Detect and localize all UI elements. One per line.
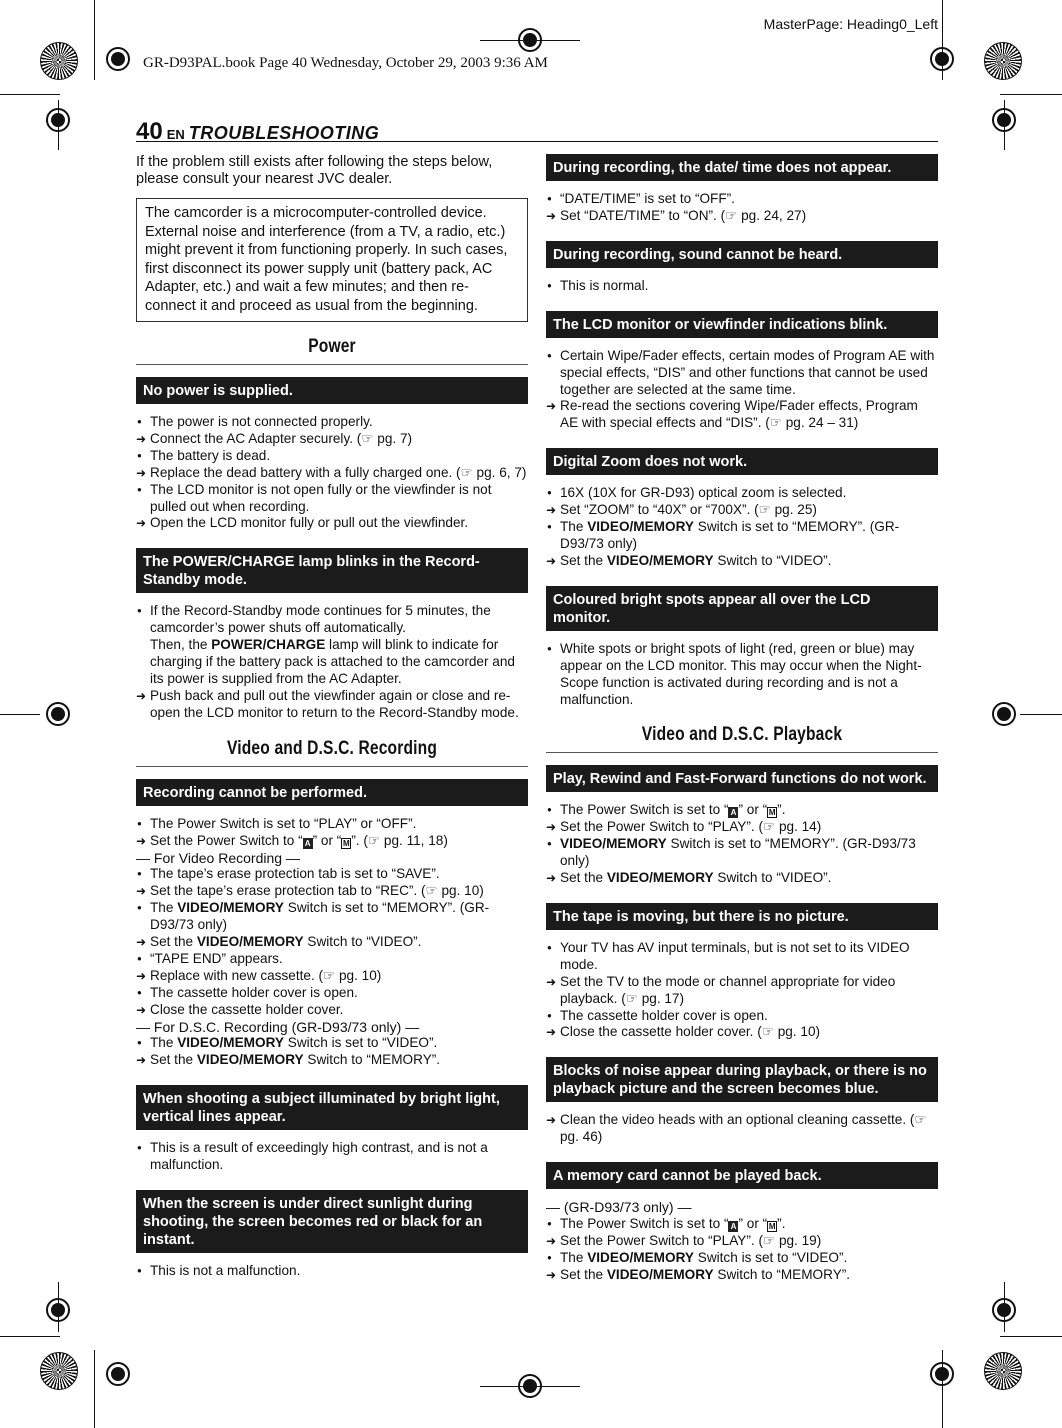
crop-mark [94, 1350, 95, 1428]
cause-item: ● The cassette holder cover is open. [546, 1008, 938, 1025]
cause-item [546, 1250, 938, 1267]
problem-heading: During recording, the date/ time does not appear. [546, 154, 938, 181]
cause-item: ● The battery is dead. [136, 448, 528, 465]
text: The [560, 519, 584, 535]
text: Set the Power Switch to “ [150, 832, 303, 848]
sub-heading: — For Video Recording — [136, 849, 300, 866]
cause-item [136, 1035, 528, 1052]
problem-body [546, 1112, 938, 1146]
text: Then, the [150, 637, 208, 653]
remedy-item: ➜ Set the tape’s erase protection tab to “REC”. (☞ pg. 10) [136, 883, 528, 900]
control-name: VIDEO/MEMORY [587, 519, 694, 535]
crop-mark [1000, 1336, 1062, 1337]
color-target-icon [984, 1352, 1022, 1390]
remedy-item: ➜ Set the Power Switch to “PLAY”. (☞ pg. 19) [546, 1233, 938, 1250]
section-rule [136, 364, 528, 365]
text: The Power Switch is set to “ [560, 802, 729, 818]
problem-heading: The LCD monitor or viewfinder indications blink. [546, 311, 938, 338]
cause-item: ● The LCD monitor is not open fully or the viewfinder is not pulled out when recording. [136, 482, 528, 516]
problem-heading: When the screen is under direct sunlight during shooting, the screen becomes red or black for an instant. [136, 1190, 528, 1253]
manual-mode-icon: M [768, 1222, 776, 1232]
section-heading-playback: Video and D.S.C. Playback [641, 724, 843, 746]
text: Set the [150, 1052, 194, 1068]
remedy-item [136, 833, 528, 850]
text: Set the [560, 870, 604, 886]
problem-heading: Blocks of noise appear during playback, or there is no playback picture and the screen becomes blue. [546, 1057, 938, 1102]
cause-item: ● This is normal. [546, 278, 938, 295]
section-heading-power: Power [308, 336, 356, 357]
remedy-item [546, 1267, 938, 1284]
text: Switch is set to “VIDEO”. [697, 1249, 848, 1265]
section-title: TROUBLESHOOTING [188, 123, 380, 143]
text: Set the [560, 1266, 604, 1282]
header-rule [136, 141, 938, 142]
remedy-item: ➜ Close the cassette holder cover. (☞ pg. 10) [546, 1024, 938, 1041]
manual-mode-icon: M [342, 838, 350, 848]
remedy-item: ➜ Close the cassette holder cover. [136, 1002, 528, 1019]
intro-text: If the problem still exists after following the steps below, please consult your nearest JVC dealer. [136, 154, 493, 187]
control-name: VIDEO/MEMORY [196, 1052, 304, 1068]
problem-body [546, 485, 938, 570]
remedy-item [136, 934, 528, 951]
registration-mark-icon [992, 702, 1016, 726]
registration-mark-icon [930, 47, 954, 71]
cause-item: ● 16X (10X for GR-D93) optical zoom is selected. [546, 485, 938, 502]
problem-heading: Play, Rewind and Fast-Forward functions do not work. [546, 765, 938, 792]
cause-item [136, 603, 528, 688]
remedy-item: ➜ Open the LCD monitor fully or pull out the viewfinder. [136, 515, 528, 532]
remedy-item: ➜ Set the TV to the mode or channel appropriate for video playback. (☞ pg. 17) [546, 974, 938, 1008]
registration-mark-icon [106, 47, 130, 71]
control-name: VIDEO/MEMORY [587, 1249, 694, 1265]
auto-mode-icon: A [303, 838, 313, 849]
control-name: VIDEO/MEMORY [606, 1266, 714, 1282]
text: ” or “ [738, 1216, 768, 1232]
remedy-item: ➜ Replace with new cassette. (☞ pg. 10) [136, 968, 528, 985]
problem-body [136, 816, 528, 1070]
text: If the Record-Standby mode continues for 5 minutes, the camcorder’s power shuts off automatically. [150, 603, 491, 636]
problem-body [136, 414, 528, 532]
text: Switch to “VIDEO”. [717, 552, 832, 568]
crop-mark [0, 1336, 60, 1337]
remedy-item [546, 553, 938, 570]
registration-mark-icon [518, 1374, 542, 1398]
registration-mark-icon [992, 1298, 1016, 1322]
problem-body [546, 278, 938, 295]
cause-item [546, 519, 938, 553]
problem-body [136, 1263, 528, 1280]
masterpage-label: MasterPage: Heading0_Left [763, 16, 938, 32]
problem-heading: When shooting a subject illuminated by bright light, vertical lines appear. [136, 1085, 528, 1130]
text: Switch to “MEMORY”. [307, 1052, 441, 1068]
control-name: VIDEO/MEMORY [560, 836, 667, 852]
registration-mark-icon [930, 1362, 954, 1386]
problem-heading: During recording, sound cannot be heard. [546, 241, 938, 268]
remedy-item: ➜ Clean the video heads with an optional cleaning cassette. (☞ pg. 46) [546, 1112, 938, 1146]
page-number: 40 [136, 118, 163, 145]
cause-item [136, 900, 528, 934]
registration-mark-icon [46, 1298, 70, 1322]
cause-item: ● Certain Wipe/Fader effects, certain modes of Program AE with special effects, “DIS” and other functions that cannot be used together are selected at the same time. [546, 348, 938, 399]
remedy-item: ➜ Set the Power Switch to “PLAY”. (☞ pg. 14) [546, 819, 938, 836]
book-info-line: GR-D93PAL.book Page 40 Wednesday, October 29, 2003 9:36 AM [143, 55, 548, 71]
text: Switch to “VIDEO”. [717, 870, 832, 886]
color-target-icon [984, 42, 1022, 80]
registration-mark-icon [518, 28, 542, 52]
language-code: EN [166, 127, 185, 142]
registration-mark-icon [992, 108, 1016, 132]
color-target-icon [40, 1352, 78, 1390]
cause-item: ● This is a result of exceedingly high contrast, and is not a malfunction. [136, 1140, 528, 1174]
remedy-item: ➜ Re-read the sections covering Wipe/Fader effects, Program AE with special effects and “DIS”. (☞ pg. 24 – 31) [546, 398, 938, 432]
cause-item: ● Your TV has AV input terminals, but is not set to its VIDEO mode. [546, 940, 938, 974]
control-name: POWER/CHARGE [211, 637, 326, 653]
remedy-item: ➜ Push back and pull out the viewfinder again or close and re-open the LCD monitor to return to the Record-Standby mode. [136, 688, 528, 722]
control-name: VIDEO/MEMORY [606, 870, 714, 886]
note-box: The camcorder is a microcomputer-controlled device. External noise and interference (from a TV, a radio, etc.) might prevent it from functioning properly. In such cases, first disconnect its power supply unit (battery pack, AC Adapter, etc.) and wait a few minutes; and then re-connect it and proceed as usual from the beginning. [136, 198, 528, 322]
crop-mark [94, 0, 95, 80]
cause-item: ● The power is not connected properly. [136, 414, 528, 431]
remedy-item [546, 870, 938, 887]
text: ” or “ [738, 802, 768, 818]
right-column [546, 154, 938, 1300]
text: ”. [777, 802, 786, 818]
problem-body [136, 603, 528, 721]
section-rule [546, 752, 938, 753]
text: Switch is set to “MEMORY”. (GR-D93/73 only) [560, 836, 916, 869]
problem-heading: Coloured bright spots appear all over the LCD monitor. [546, 586, 938, 631]
text: Switch is set to “MEMORY”. (GR-D93/73 only) [150, 900, 490, 933]
auto-mode-icon: A [728, 1221, 738, 1232]
section-heading-recording: Video and D.S.C. Recording [226, 737, 437, 759]
text: The [150, 900, 174, 916]
text: Switch to “MEMORY”. [717, 1266, 851, 1282]
section-rule [136, 766, 528, 767]
cause-item: ● The Power Switch is set to “PLAY” or “OFF”. [136, 816, 528, 833]
cause-item: ● This is not a malfunction. [136, 1263, 528, 1280]
cause-item: ● “TAPE END” appears. [136, 951, 528, 968]
text: ”. [777, 1216, 786, 1232]
cause-item [546, 1216, 938, 1233]
crop-mark [1000, 94, 1062, 95]
problem-body [546, 940, 938, 1041]
cause-item: ● White spots or bright spots of light (red, green or blue) may appear on the LCD monitor. This may occur when the Night-Scope function is activated during recording and is not a malfunction. [546, 641, 938, 709]
control-name: VIDEO/MEMORY [177, 1035, 284, 1051]
problem-body [546, 1199, 938, 1284]
text: Switch is set to “VIDEO”. [287, 1035, 438, 1051]
text: ” or “ [312, 832, 342, 848]
registration-mark-icon [46, 702, 70, 726]
remedy-item: ➜ Replace the dead battery with a fully charged one. (☞ pg. 6, 7) [136, 465, 528, 482]
cause-item: ● “DATE/TIME” is set to “OFF”. [546, 191, 938, 208]
color-target-icon [40, 42, 78, 80]
problem-body [546, 191, 938, 225]
problem-heading: Digital Zoom does not work. [546, 448, 938, 475]
text: ”. (☞ pg. 11, 18) [351, 832, 448, 848]
problem-body [546, 802, 938, 887]
registration-mark-icon [46, 108, 70, 132]
registration-mark-icon [106, 1362, 130, 1386]
crop-mark [0, 94, 60, 95]
left-column [136, 154, 528, 1296]
problem-body [136, 1140, 528, 1174]
problem-heading: Recording cannot be performed. [136, 779, 528, 806]
cause-item: ● The cassette holder cover is open. [136, 985, 528, 1002]
crop-mark [1020, 714, 1062, 715]
text: Switch to “VIDEO”. [307, 934, 422, 950]
problem-heading: The tape is moving, but there is no picture. [546, 903, 938, 930]
auto-mode-icon: A [728, 807, 738, 818]
cause-item [546, 836, 938, 870]
crop-mark [0, 714, 40, 715]
text: Set the [150, 934, 194, 950]
sub-heading: — For D.S.C. Recording (GR-D93/73 only) — [136, 1018, 420, 1035]
text: The [560, 1249, 584, 1265]
text: Set the [560, 552, 604, 568]
remedy-item: ➜ Set “DATE/TIME” to “ON”. (☞ pg. 24, 27) [546, 208, 938, 225]
problem-body [546, 348, 938, 433]
control-name: VIDEO/MEMORY [177, 900, 284, 916]
text: The [150, 1035, 174, 1051]
remedy-item: ➜ Connect the AC Adapter securely. (☞ pg. 7) [136, 431, 528, 448]
text: Switch is set to “MEMORY”. (GR-D93/73 only) [560, 519, 900, 551]
control-name: VIDEO/MEMORY [196, 934, 304, 950]
cause-item [546, 802, 938, 819]
problem-body [546, 641, 938, 709]
remedy-item: ➜ Set “ZOOM” to “40X” or “700X”. (☞ pg. 25) [546, 502, 938, 519]
sub-heading: — (GR-D93/73 only) — [546, 1199, 692, 1216]
text: The Power Switch is set to “ [560, 1216, 729, 1232]
cause-item: ● The tape’s erase protection tab is set to “SAVE”. [136, 866, 528, 883]
text: lamp will blink to indicate for charging if the battery pack is attached to the camcorder and its power is supplied from the AC Adapter. [150, 637, 515, 686]
problem-heading: No power is supplied. [136, 377, 528, 404]
control-name: VIDEO/MEMORY [606, 552, 714, 568]
problem-heading: The POWER/CHARGE lamp blinks in the Record-Standby mode. [136, 548, 528, 593]
problem-heading: A memory card cannot be played back. [546, 1162, 938, 1189]
remedy-item [136, 1052, 528, 1069]
manual-mode-icon: M [768, 808, 776, 818]
